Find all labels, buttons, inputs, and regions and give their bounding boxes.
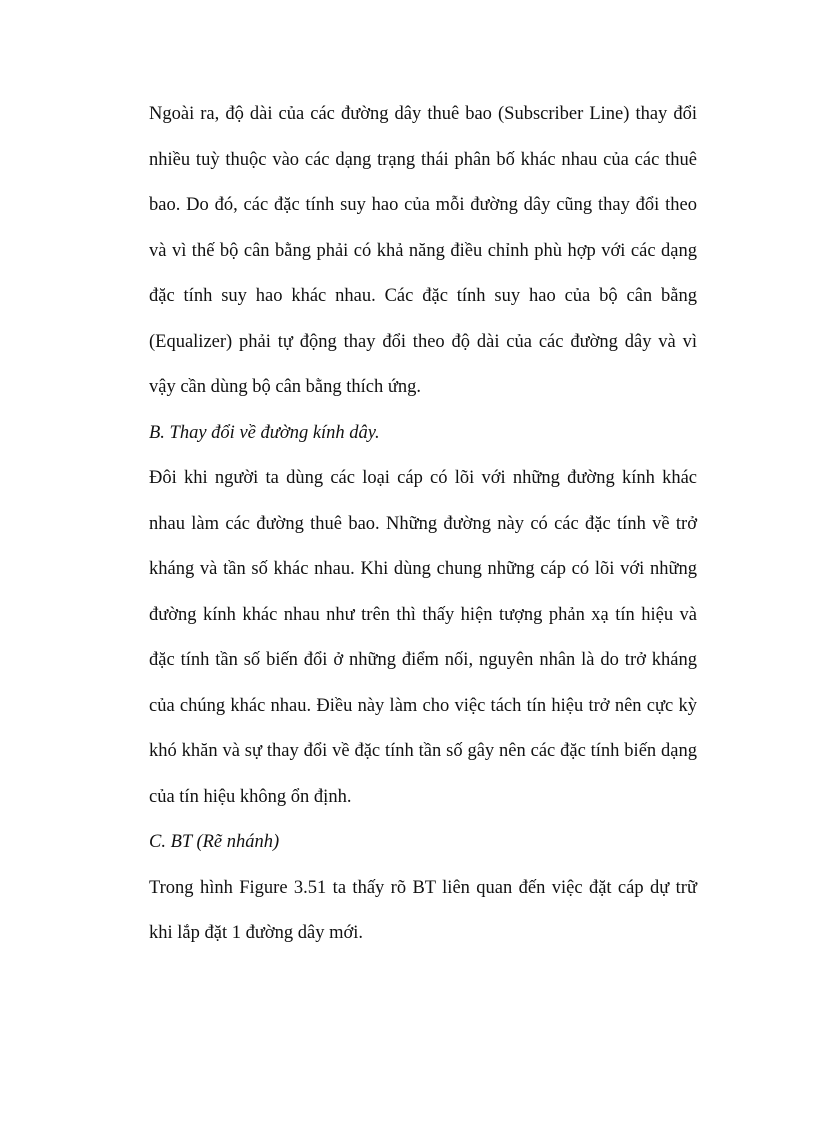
section-heading-wire-diameter: B. Thay đổi về đường kính dây.	[149, 422, 380, 443]
paragraph-subscriber-line-length: Ngoài ra, độ dài của các đường dây thuê bao (Subscriber Line) thay đổi nhiều tuỳ thuộc vào các dạng trạng thái phân bố khác nhau của các thuê bao. Do đó, các đặc tính suy hao của mỗi đường dây cũng thay đổi theo và vì thế bộ cân bằng phải có khả năng điều chỉnh phù hợp với các dạng đặc tính suy hao khác nhau. Các đặc tính suy hao của bộ cân bằng (Equalizer) phải tự động thay đổi theo độ dài của các đường dây và vì vậy cần dùng bộ cân bằng thích ứng.	[149, 104, 697, 397]
paragraph-wire-diameter: Đôi khi người ta dùng các loại cáp có lõi với những đường kính khác nhau làm các đường thuê bao. Những đường này có các đặc tính về trở kháng và tần số khác nhau. Khi dùng chung những cáp có lõi với những đường kính khác nhau như trên thì thấy hiện tượng phản xạ tín hiệu và đặc tính tần số biến đổi ở những điểm nối, nguyên nhân là do trở kháng của chúng khác nhau. Điều này làm cho việc tách tín hiệu trở nên cực kỳ khó khăn và sự thay đổi về đặc tính tần số gây nên các đặc tính biến dạng của tín hiệu không ổn định.	[149, 468, 697, 807]
section-heading-bridge-tap: C. BT (Rẽ nhánh)	[149, 832, 280, 852]
paragraph-bridge-tap: Trong hình Figure 3.51 ta thấy rõ BT liên quan đến việc đặt cáp dự trữ khi lắp đặt 1 đường dây mới.	[149, 877, 697, 943]
document-page	[149, 92, 697, 957]
